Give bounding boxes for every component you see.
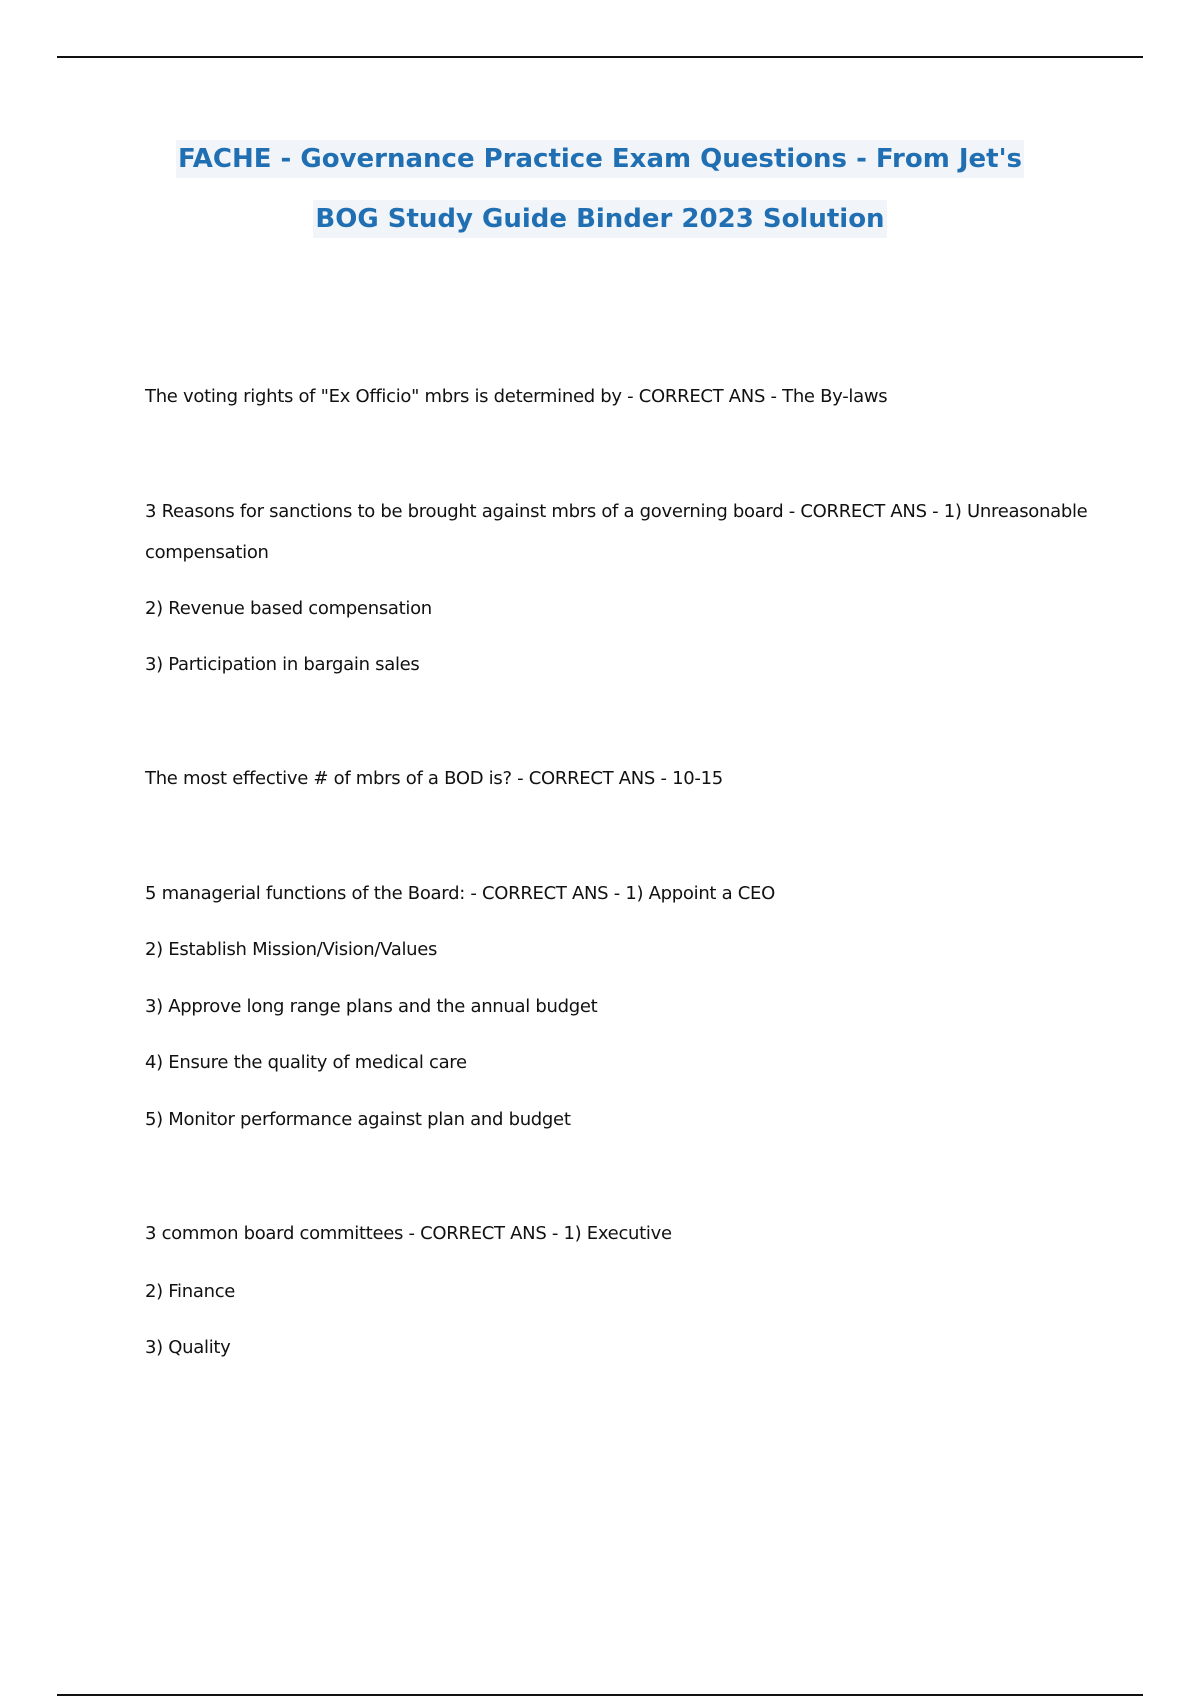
top-rule (57, 56, 1143, 58)
answer-item: 3) Quality (145, 1337, 231, 1358)
question-4: 5 managerial functions of the Board: - CORRECT ANS - 1) Appoint a CEO (145, 883, 775, 904)
answer-item: 5) Monitor performance against plan and budget (145, 1109, 571, 1130)
answer-item: 3) Participation in bargain sales (145, 654, 420, 675)
question-3: The most effective # of mbrs of a BOD is? - CORRECT ANS - 10-15 (145, 768, 723, 789)
answer-item: 4) Ensure the quality of medical care (145, 1052, 467, 1073)
answer-item: 3) Approve long range plans and the annual budget (145, 996, 598, 1017)
question-1: The voting rights of "Ex Officio" mbrs is determined by - CORRECT ANS - The By-laws (145, 386, 888, 407)
answer-item: 2) Establish Mission/Vision/Values (145, 939, 438, 960)
answer-item: 2) Finance (145, 1281, 236, 1302)
answer-item: 2) Revenue based compensation (145, 598, 432, 619)
question-5: 3 common board committees - CORRECT ANS - 1) Executive (145, 1223, 672, 1244)
bottom-rule (57, 1694, 1143, 1696)
question-2-continued: compensation (145, 542, 269, 563)
title-line-1: FACHE - Governance Practice Exam Questions - From Jet's (176, 140, 1024, 178)
document-title (0, 140, 1200, 238)
question-2: 3 Reasons for sanctions to be brought against mbrs of a governing board - CORRECT ANS - 1) Unreasonable (145, 501, 1088, 522)
title-line-2: BOG Study Guide Binder 2023 Solution (313, 200, 886, 238)
